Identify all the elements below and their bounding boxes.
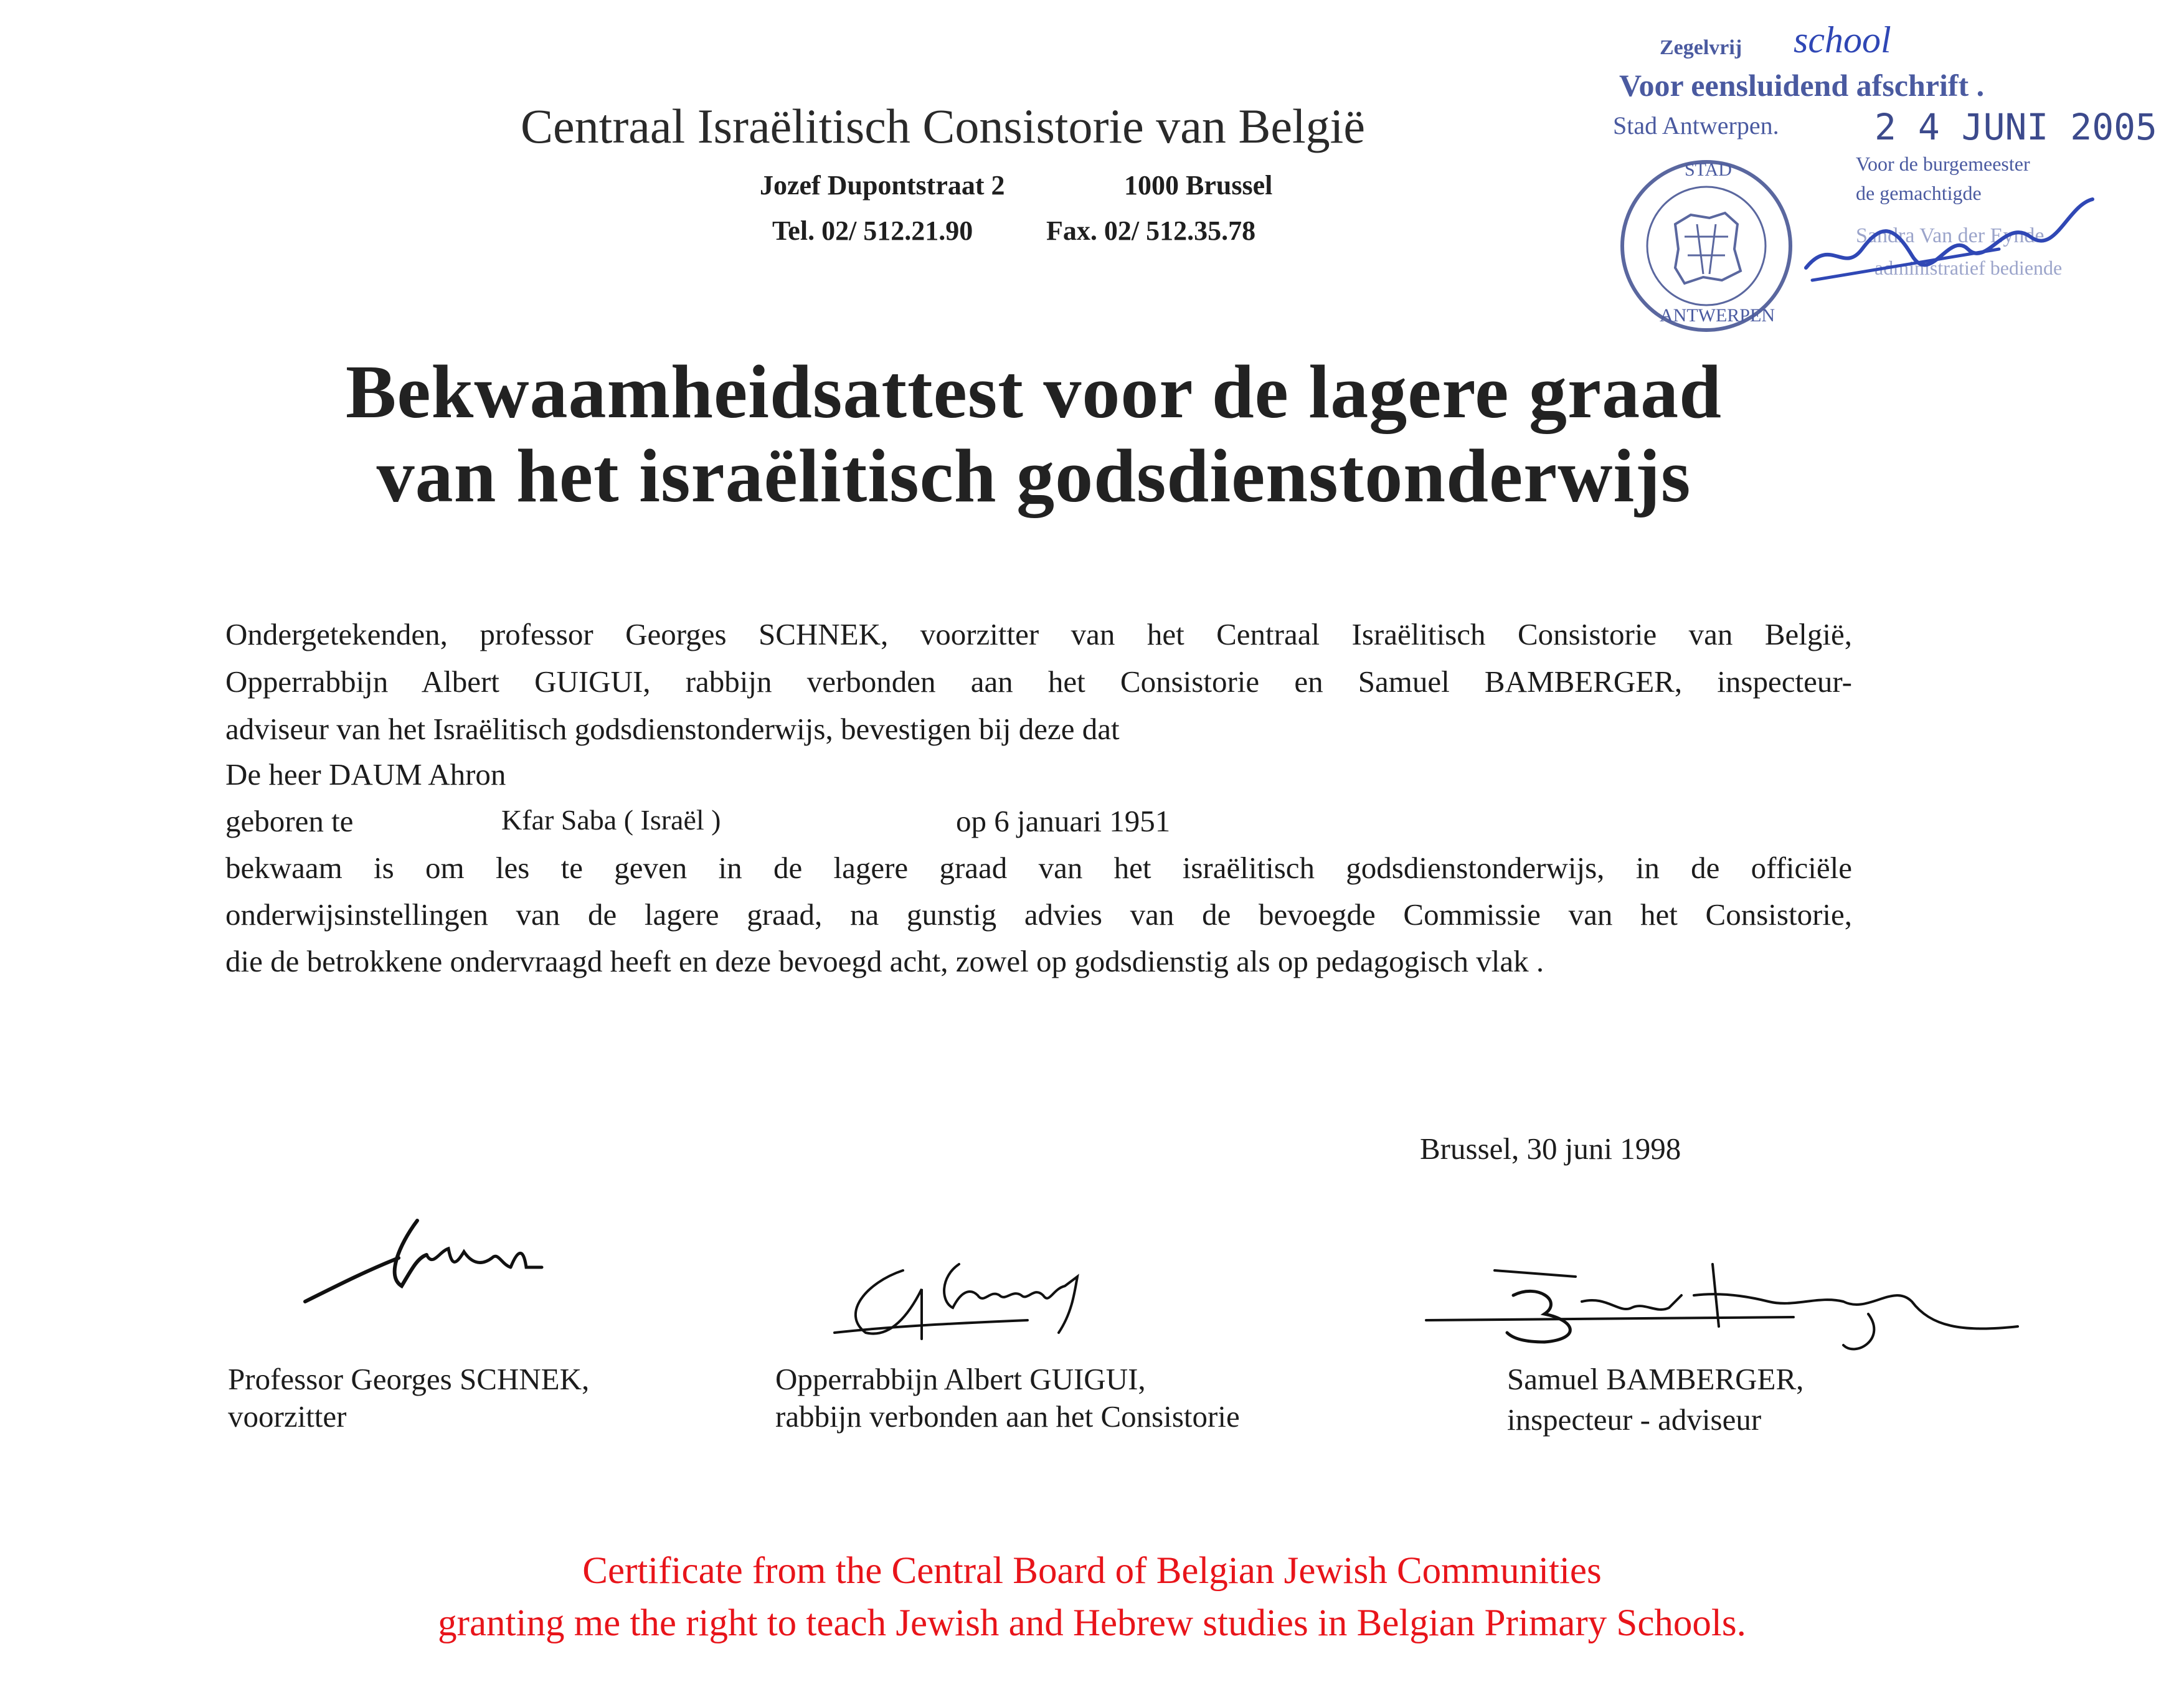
signatory-1-role: voorzitter	[228, 1399, 347, 1434]
stamp-delegate: de gemachtigde	[1856, 182, 1982, 204]
fax: Fax. 02/ 512.35.78	[1046, 215, 1256, 246]
stamp-official-name: Sandra Van der Eynde	[1856, 224, 2045, 247]
body-line-1: Ondergetekenden, professor Georges SCHNEK, voorzitter van het Centraal Israëlitisch Consistorie van België,	[225, 617, 1852, 651]
signatory-3-role: inspecteur - adviseur	[1507, 1402, 1762, 1437]
seal-bottom-text: ANTWERPEN	[1660, 305, 1775, 326]
signatory-2-role: rabbijn verbonden aan het Consistorie	[775, 1399, 1240, 1434]
caption-line-2: granting me the right to teach Jewish and Hebrew studies in Belgian Primary Schools.	[438, 1602, 1746, 1644]
stamp-official-role: administratief bediende	[1874, 257, 2063, 279]
stamp-mayor: Voor de burgemeester	[1856, 153, 2030, 175]
body-line-2: Opperrabbijn Albert GUIGUI, rabbijn verbonden aan het Consistorie en Samuel BAMBERGER, inspecteur-	[225, 664, 1852, 699]
place-and-date: Brussel, 30 juni 1998	[1420, 1132, 1681, 1166]
city-seal	[1616, 156, 1797, 336]
stamp-date: 2 4 JUNI 2005	[1874, 106, 2157, 148]
seal-top-text: STAD	[1685, 159, 1732, 180]
birth-date: op 6 januari 1951	[956, 804, 1171, 838]
signatory-1-name: Professor Georges SCHNEK,	[228, 1362, 590, 1396]
holder-name: De heer DAUM Ahron	[225, 757, 506, 792]
stamp-true-copy: Voor eensluidend afschrift .	[1619, 68, 1985, 103]
body-line-3: adviseur van het Israëlitisch godsdienstonderwijs, bevestigen bij deze dat	[225, 712, 1120, 746]
caption-line-1: Certificate from the Central Board of Belgian Jewish Communities	[582, 1550, 1602, 1592]
body-line-7: onderwijsinstellingen van de lagere graad, na gunstig advies van de bevoegde Commissie van het Consistorie,	[225, 897, 1852, 932]
stamp-handwritten-note: school	[1794, 19, 1891, 60]
telephone: Tel. 02/ 512.21.90	[772, 215, 973, 246]
body-line-8: die de betrokkene ondervraagd heeft en deze bevoegd acht, zowel op godsdienstig als op pedagogisch vlak .	[225, 944, 1544, 978]
signatory-3-name: Samuel BAMBERGER,	[1507, 1362, 1804, 1396]
address-city: 1000 Brussel	[1124, 170, 1273, 201]
organization-name: Centraal Israëlitisch Consistorie van België	[521, 99, 1365, 153]
signature-schnek	[293, 1208, 554, 1314]
stamp-tax-free: Zegelvrij	[1660, 36, 1742, 59]
certificate-title-line-2: van het israëlitisch godsdienstonderwijs	[376, 434, 1691, 518]
birth-place: Kfar Saba ( Israël )	[501, 804, 721, 836]
body-line-6: bekwaam is om les te geven in de lagere graad van het israëlitisch godsdienstonderwijs, in de officiële	[225, 851, 1852, 885]
address-street: Jozef Dupontstraat 2	[760, 170, 1005, 201]
signature-guigui	[828, 1252, 1115, 1351]
born-label: geboren te	[225, 804, 354, 838]
signatory-2-name: Opperrabbijn Albert GUIGUI,	[775, 1362, 1146, 1396]
certification-stamp	[1594, 12, 2157, 349]
clerk-signature	[1794, 181, 2105, 293]
certificate-title-line-1: Bekwaamheidsattest voor de lagere graad	[346, 350, 1722, 434]
stamp-city: Stad Antwerpen.	[1613, 111, 1779, 139]
